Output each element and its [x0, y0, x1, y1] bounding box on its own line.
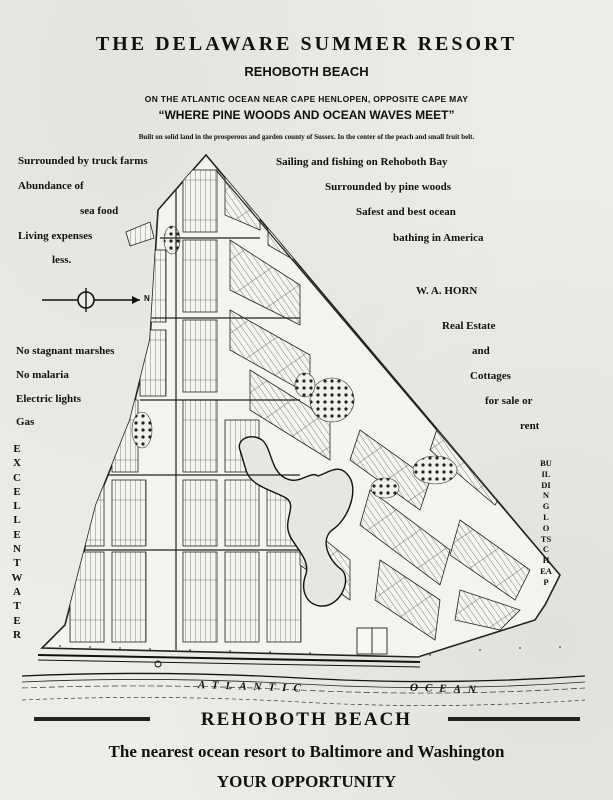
feature-no-malaria: No malaria [16, 369, 69, 381]
compass-icon [42, 288, 140, 312]
feature-living-expenses: Living expenses [18, 230, 93, 242]
footer-tagline: The nearest ocean resort to Baltimore and Washington [108, 742, 505, 761]
agent-cottages: Cottages [470, 370, 511, 382]
feature-less: less. [52, 254, 72, 266]
ocean-label-atlantic: ATLANTIC [197, 679, 308, 695]
header-note: Built on solid land in the prosperous and garden county of Sussex. In the center of the peach and small fruit belt. [138, 133, 475, 141]
feature-sailing: Sailing and fishing on Rehoboth Bay [276, 156, 448, 168]
agent-name: W. A. HORN [416, 285, 478, 297]
vertical-building-lots-cheap: BUILDING LOTS CHEAP [540, 458, 552, 587]
agent-rent: rent [520, 420, 540, 432]
feature-sea-food: sea food [80, 205, 119, 217]
agent-real-estate: Real Estate [442, 320, 496, 332]
feature-safest: Safest and best ocean [356, 206, 456, 218]
agent-and: and [472, 345, 490, 357]
footer-title: REHOBOTH BEACH [200, 709, 413, 730]
feature-abundance: Abundance of [18, 180, 84, 192]
slogan: “WHERE PINE WOODS AND OCEAN WAVES MEET” [158, 108, 455, 122]
feature-truck-farms: Surrounded by truck farms [18, 155, 148, 167]
north-label: N [144, 294, 150, 303]
feature-gas: Gas [16, 416, 35, 428]
poster-title: THE DELAWARE SUMMER RESORT [95, 33, 518, 55]
footer-cta: YOUR OPPORTUNITY [216, 772, 397, 791]
feature-no-marshes: No stagnant marshes [16, 345, 115, 357]
feature-pine-woods: Surrounded by pine woods [325, 181, 452, 193]
ocean-label-ocean: OCEAN [409, 681, 484, 697]
feature-electric-lights: Electric lights [16, 393, 82, 405]
feature-bathing: bathing in America [393, 232, 484, 244]
agent-for-sale: for sale or [485, 395, 533, 407]
location-line: ON THE ATLANTIC OCEAN NEAR CAPE HENLOPEN, OPPOSITE CAPE MAY [144, 94, 469, 104]
vertical-excellent-water: EXCELLENT WATER [11, 443, 23, 641]
poster-subtitle: REHOBOTH BEACH [244, 64, 369, 79]
